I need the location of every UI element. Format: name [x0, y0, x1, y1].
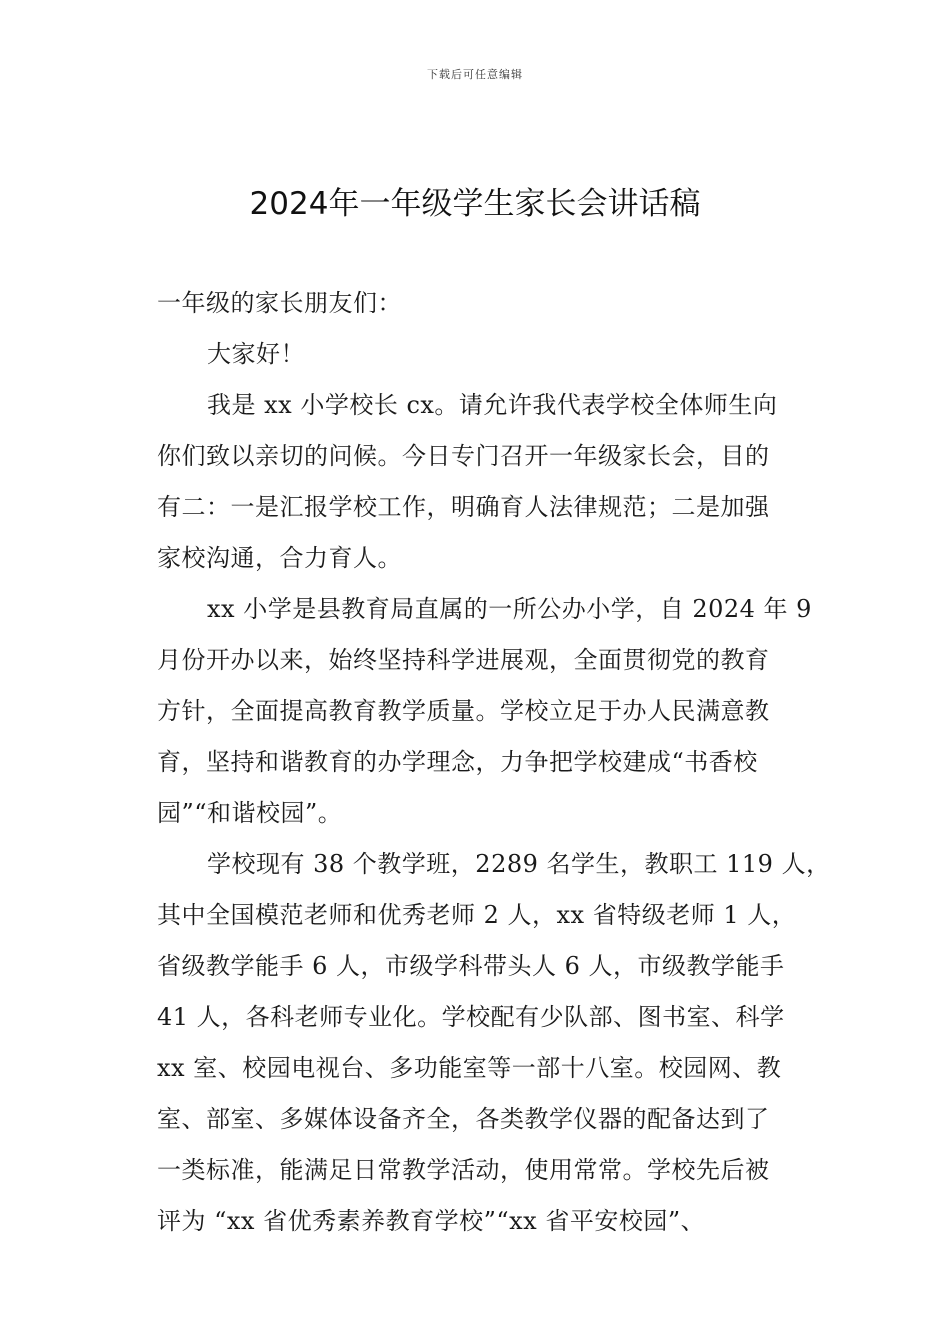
- paragraph-3-line: xx 室、校园电视台、多功能室等一部十八室。校园网、教: [157, 1054, 782, 1082]
- paragraph-2-line: 园”“和谐校园”。: [157, 799, 343, 827]
- paragraph-3-line: 一类标准，能满足日常教学活动，使用常常。学校先后被: [157, 1156, 770, 1184]
- paragraph-1-line: 你们致以亲切的问候。今日专门召开一年级家长会，目的: [157, 442, 770, 470]
- document-title: 2024年一年级学生家长会讲话稿: [249, 186, 701, 222]
- greeting-line: 大家好！: [207, 340, 305, 368]
- paragraph-3-line: 41 人，各科老师专业化。学校配有少队部、图书室、科学: [157, 1003, 785, 1031]
- paragraph-1-line: 有二：一是汇报学校工作，明确育人法律规范；二是加强: [157, 493, 770, 521]
- paragraph-2-line: 月份开办以来，始终坚持科学进展观，全面贯彻党的教育: [157, 646, 770, 674]
- paragraph-2-line: 方针，全面提高教育教学质量。学校立足于办人民满意教: [157, 697, 770, 725]
- paragraph-1-line: 家校沟通，合力育人。: [157, 544, 402, 572]
- paragraph-1-line: 我是 xx 小学校长 cx。请允许我代表学校全体师生向: [207, 391, 778, 419]
- document-body: [157, 278, 837, 1247]
- page-header-note: 下载后可任意编辑: [427, 68, 523, 81]
- paragraph-3-line: 其中全国模范老师和优秀老师 2 人，xx 省特级老师 1 人，: [157, 901, 797, 929]
- paragraph-3-line: 室、部室、多媒体设备齐全，各类教学仪器的配备达到了: [157, 1105, 770, 1133]
- paragraph-2-line: xx 小学是县教育局直属的一所公办小学，自 2024 年 9: [207, 595, 812, 623]
- paragraph-3-line: 学校现有 38 个教学班，2289 名学生，教职工 119 人，: [207, 850, 831, 878]
- paragraph-2-line: 育，坚持和谐教育的办学理念，力争把学校建成“书香校: [157, 748, 758, 776]
- salutation-line: 一年级的家长朋友们：: [157, 289, 402, 317]
- paragraph-3-line: 省级教学能手 6 人，市级学科带头人 6 人，市级教学能手: [157, 952, 785, 980]
- paragraph-3-line: 评为 “xx 省优秀素养教育学校”“xx 省平安校园”、: [157, 1207, 706, 1235]
